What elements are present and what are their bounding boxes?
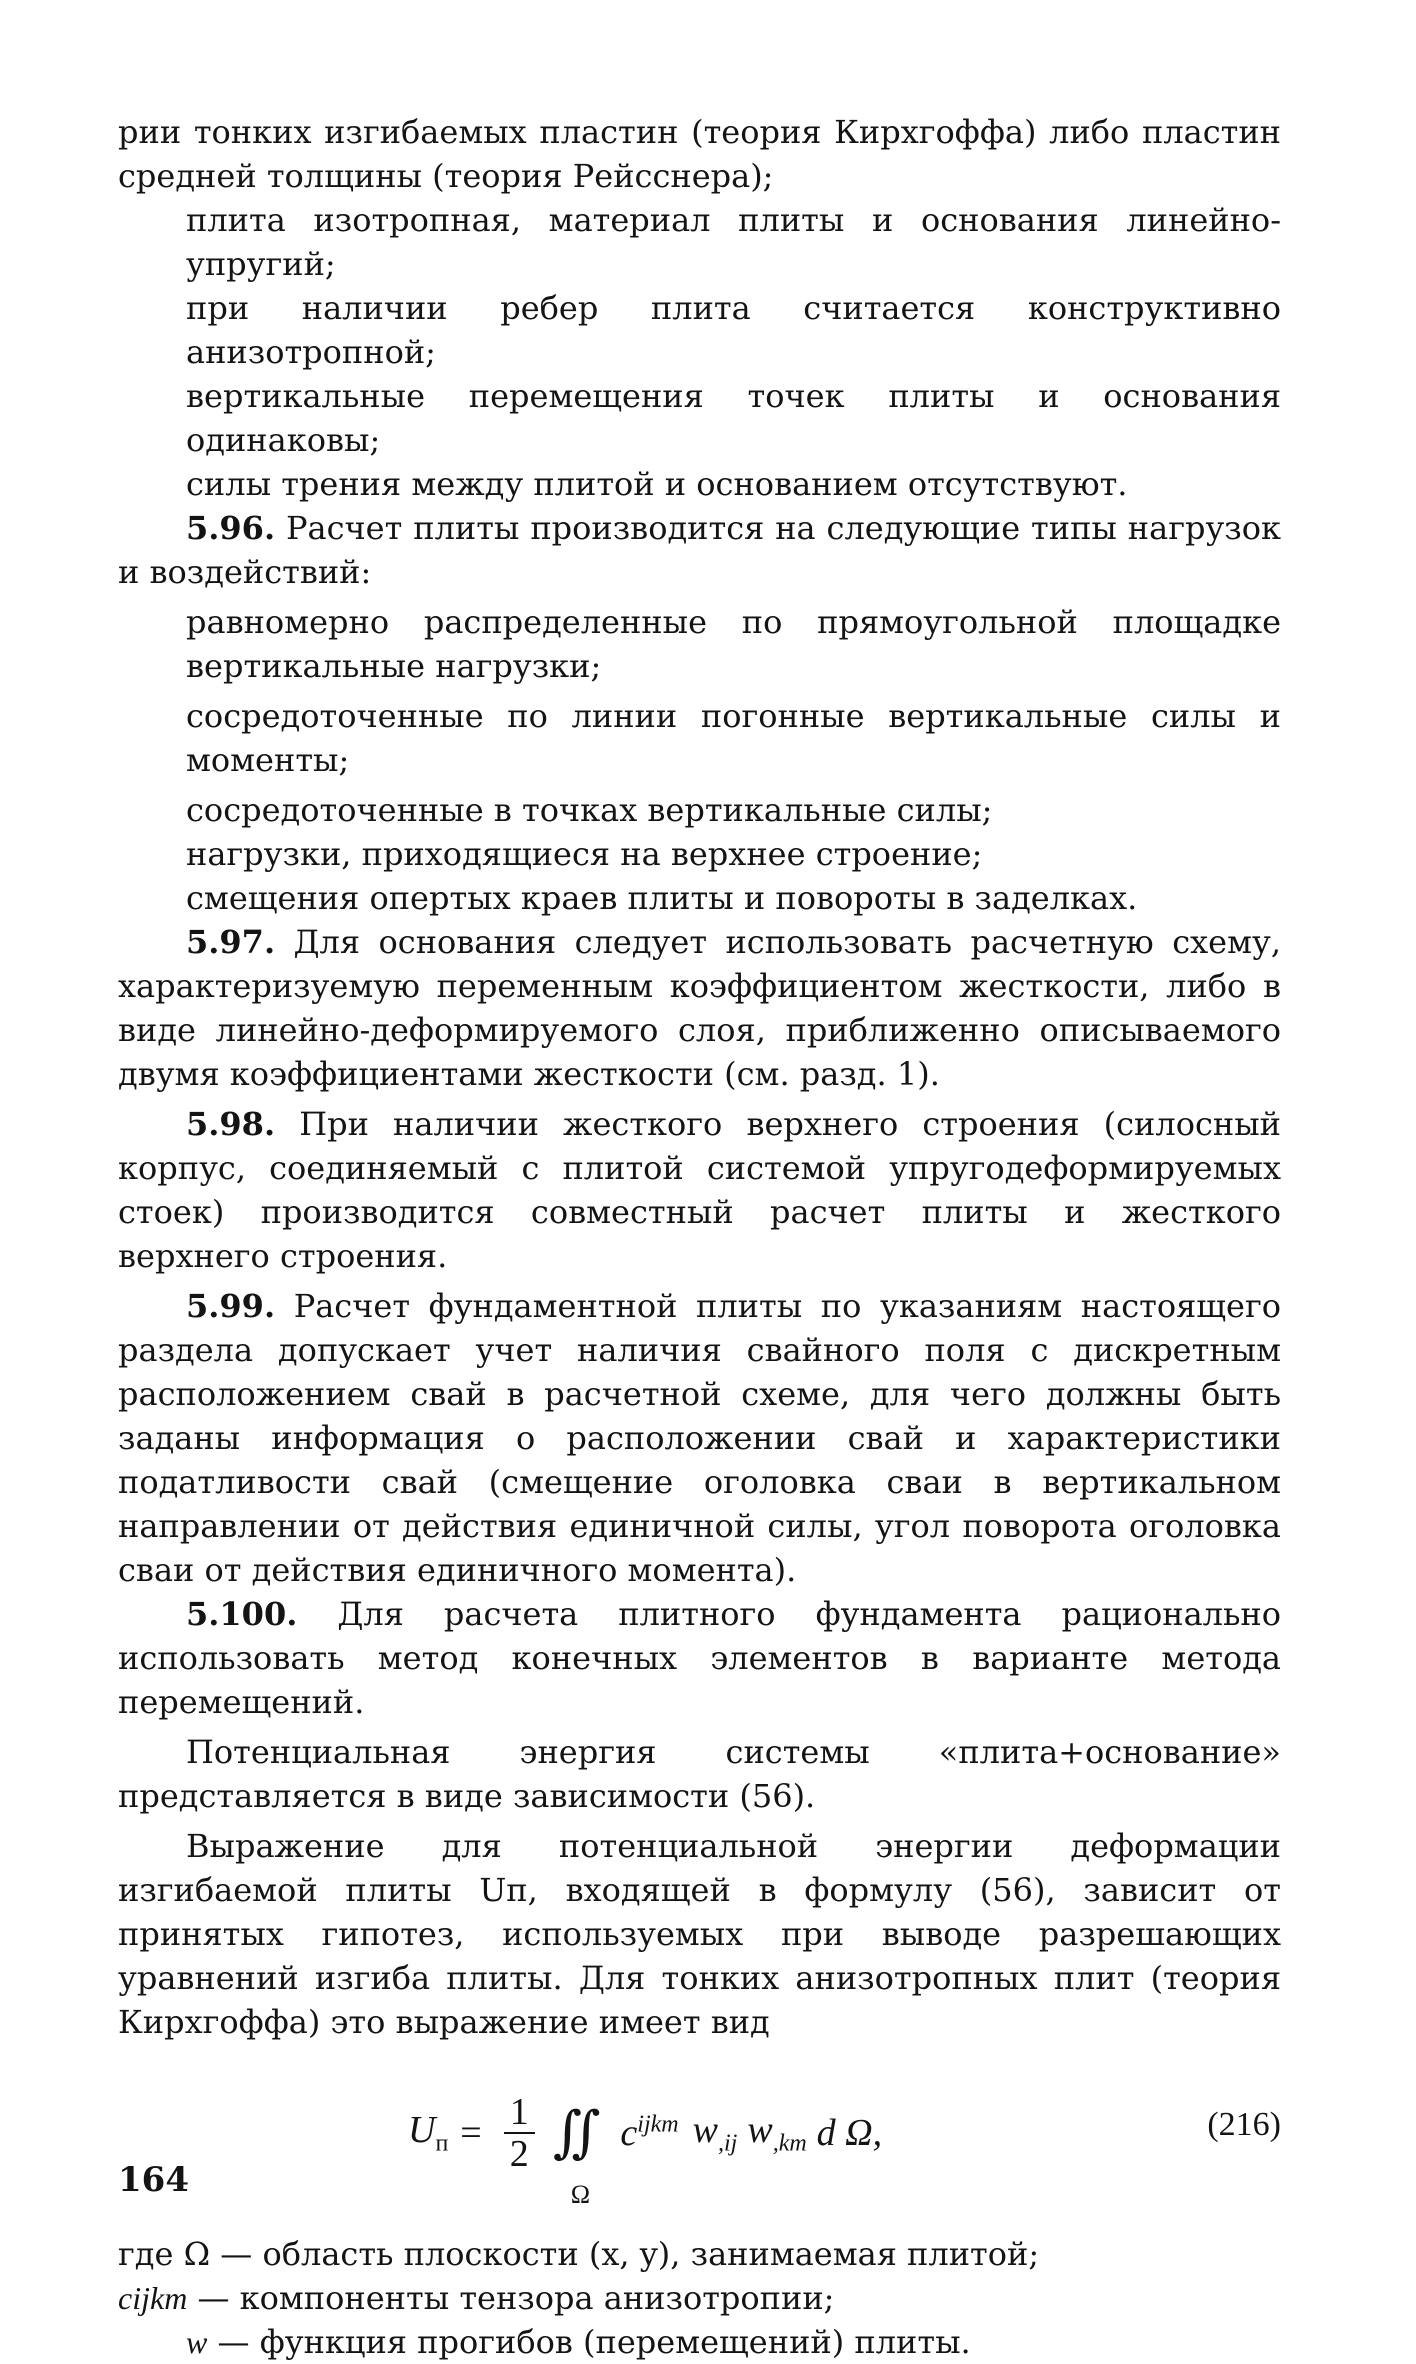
list-item-point-forces: сосредоточенные в точках вертикальные силы; xyxy=(186,791,993,829)
list-item-isotropic: плита изотропная, материал плиты и основания линейно-упругий; xyxy=(186,201,1281,283)
formula-body xyxy=(408,2078,883,2209)
definition-tensor: cijkm — компоненты тензора анизотропии; xyxy=(118,2279,835,2317)
list-item-displacements: вертикальные перемещения точек плиты и основания одинаковы; xyxy=(186,377,1281,459)
formula-w-km: $w_{,km}$ xyxy=(747,2109,807,2157)
double-integral-symbol: ∬ Ω xyxy=(552,2102,601,2209)
clause-number: 5.97. xyxy=(186,923,276,961)
clause-text: Для расчета плитного фундамента рационально использовать метод конечных элементов в варианте метода перемещений. xyxy=(118,1595,1281,1721)
list-item-friction: силы трения между плитой и основанием отсутствуют. xyxy=(186,465,1128,503)
formula-216 xyxy=(118,2078,1281,2209)
clause-5-97 xyxy=(118,920,1281,1096)
paragraph-potential-energy: Потенциальная энергия системы «плита+основание» представляется в виде зависимости (56). xyxy=(118,1733,1281,1815)
page-number: 164 xyxy=(118,2160,189,2200)
clause-5-98 xyxy=(118,1102,1281,1278)
clause-5-96 xyxy=(118,506,1281,594)
list-item-distributed-load: равномерно распределенные по прямоугольной площадке вертикальные нагрузки; xyxy=(186,603,1281,685)
clause-number: 5.98. xyxy=(186,1105,276,1143)
paragraph-expression: Выражение для потенциальной энергии деформации изгибаемой плиты Uп, входящей в формулу (56), зависит от принятых гипотез, используемых при выводе разрешающих уравнений изгиба плиты. Для тонких анизотропных плит (теория Кирхгоффа) это выражение имеет вид xyxy=(118,1827,1281,2041)
clause-text: Расчет фундаментной плиты по указаниям настоящего раздела допускает учет наличия свайного поля с дискретным расположением свай в расчетной схеме, для чего должны быть заданы информация о расположении свай и характеристики податливости свай (смещение оголовка сваи в вертикальном направлении от действия единичной силы, угол поворота оголовка сваи от действия единичного момента). xyxy=(118,1287,1281,1589)
formula-differential: d Ω, xyxy=(816,2112,883,2154)
formula-lhs: $U_п$ xyxy=(408,2109,449,2157)
clause-number: 5.96. xyxy=(186,509,276,547)
clause-number: 5.100. xyxy=(186,1595,298,1633)
list-item-ribs: при наличии ребер плита считается конструктивно анизотропной; xyxy=(186,289,1281,371)
list-item-edge-displacements: смещения опертых краев плиты и повороты в заделках. xyxy=(186,879,1138,917)
list-item-line-forces: сосредоточенные по линии погонные вертикальные силы и моменты; xyxy=(186,697,1281,779)
formula-w-ij: $w_{,ij}$ xyxy=(692,2109,738,2157)
clause-number: 5.99. xyxy=(186,1287,276,1325)
clause-text: Для основания следует использовать расчетную схему, характеризуемую переменным коэффициентом жесткости, либо в виде линейно-деформируемого слоя, приближенно описываемого двумя коэффициентами жесткости (см. разд. 1). xyxy=(118,923,1281,1093)
formula-equals: = xyxy=(460,2112,482,2154)
clause-5-99 xyxy=(118,1284,1281,1592)
definitions-list xyxy=(118,2232,1281,2364)
list-item-superstructure-loads: нагрузки, приходящиеся на верхнее строение; xyxy=(186,835,983,873)
clause-text: При наличии жесткого верхнего строения (силосный корпус, соединяемый с плитой системой упругодеформируемых стоек) производится совместный расчет плиты и жесткого верхнего строения. xyxy=(118,1105,1281,1275)
clause-5-100 xyxy=(118,1592,1281,1724)
formula-fraction: $\frac{1}{2}$ xyxy=(504,2092,535,2174)
definition-omega: где Ω — область плоскости (x, y), занимаемая плитой; xyxy=(118,2235,1040,2273)
equation-number: (216) xyxy=(1207,2106,1281,2143)
paragraph-continuation: рии тонких изгибаемых пластин (теория Кирхгоффа) либо пластин средней толщины (теория Рейсснера); xyxy=(118,113,1281,195)
clause-text: Расчет плиты производится на следующие типы нагрузок и воздействий: xyxy=(118,509,1281,591)
formula-tensor: $c^{ijkm}$ xyxy=(620,2111,679,2154)
definition-w: w — функция прогибов (перемещений) плиты. xyxy=(186,2323,971,2361)
